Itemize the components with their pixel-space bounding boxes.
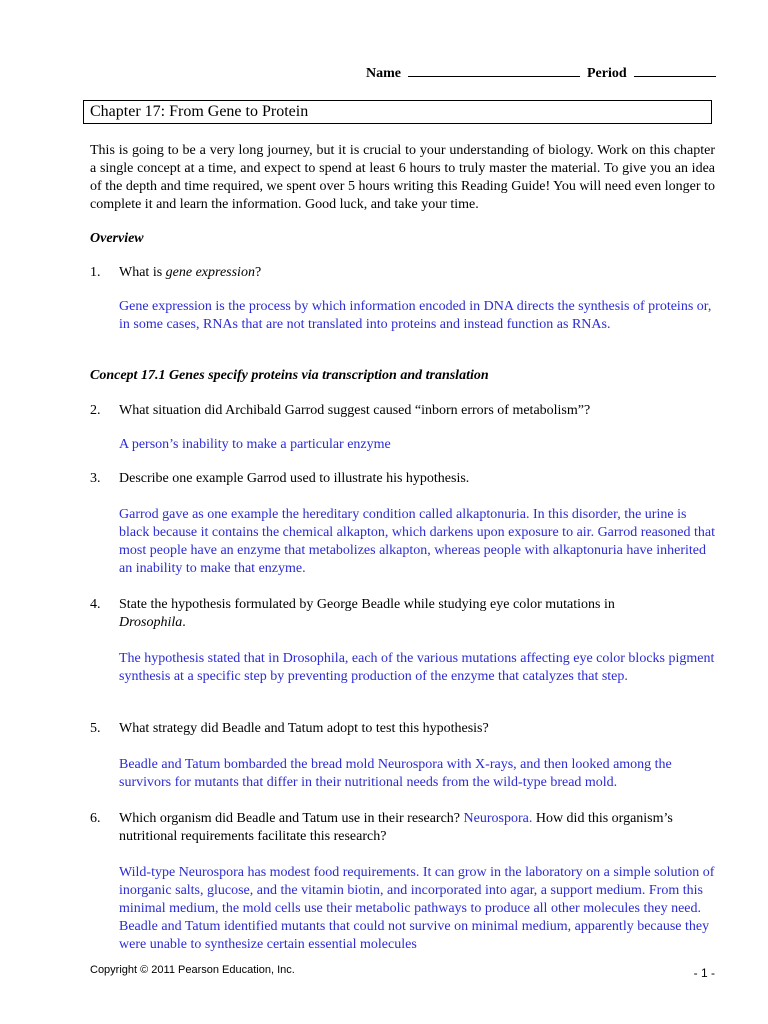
concept-heading: Concept 17.1 Genes specify proteins via transcription and translation: [90, 368, 489, 383]
question-text: What is: [119, 265, 166, 280]
chapter-title-box: [83, 100, 712, 124]
question-suffix: .: [182, 615, 186, 630]
question-5: [90, 720, 720, 738]
period-blank: [634, 64, 716, 77]
question-text: Which organism did Beadle and Tatum use in their research?: [119, 811, 461, 826]
question-suffix: ?: [254, 265, 262, 280]
question-number: 1.: [90, 265, 101, 280]
question-number: 3.: [90, 471, 101, 486]
copyright: Copyright © 2011 Pearson Education, Inc.: [90, 964, 295, 976]
period-label: Period: [587, 66, 627, 81]
question-2: [90, 402, 720, 420]
overview-heading: Overview: [90, 231, 144, 246]
answer-3: Garrod gave as one example the hereditary condition called alkaptonuria. In this disorder, the urine is black because it contains the chemical alkapton, which darkens upon exposure to air. Garrod reasoned that most people have an enzyme that metabolizes alkapton, whereas people with alkaptonuria have inherited an inability to make that enzyme.: [119, 507, 715, 576]
question-text: State the hypothesis formulated by George Beadle while studying eye color mutations in: [119, 597, 615, 612]
name-blank: [408, 64, 580, 77]
intro-paragraph: This is going to be a very long journey, but it is crucial to your understanding of biology. Work on this chapter a single concept at a time, and expect to spend at least 6 hours to truly master the material. To give you an idea of the depth and time required, we spent over 5 hours writing this Reading Guide! You will need even longer to complete it and learn the information. Good luck, and take your time.: [90, 143, 715, 212]
name-period-line: [366, 64, 716, 82]
question-number: 5.: [90, 721, 101, 736]
question-number: 4.: [90, 597, 101, 612]
question-term: Drosophila: [119, 615, 183, 630]
answer-2: A person’s inability to make a particular enzyme: [119, 437, 391, 452]
question-text: Describe one example Garrod used to illustrate his hypothesis.: [119, 471, 470, 486]
question-text-continued: How did this organism’s nutritional requirements facilitate this research?: [119, 811, 673, 844]
question-text: What situation did Archibald Garrod suggest caused “inborn errors of metabolism”?: [119, 403, 591, 418]
page-number: - 1 -: [693, 966, 715, 980]
answer-1: Gene expression is the process by which information encoded in DNA directs the synthesis of proteins or, in some cases, RNAs that are not translated into proteins and instead function as RNAs.: [119, 299, 712, 332]
question-6: [90, 810, 720, 846]
question-number: 6.: [90, 811, 101, 826]
chapter-title: Chapter 17: From Gene to Protein: [90, 103, 309, 120]
answer-5: Beadle and Tatum bombarded the bread mold Neurospora with X-rays, and then looked among the survivors for mutants that differ in their nutritional needs from the wild-type bread mold.: [119, 757, 672, 790]
question-3: [90, 470, 720, 488]
question-1: [90, 264, 720, 282]
question-term: gene expression: [165, 265, 255, 280]
inline-answer: Neurospora.: [463, 811, 533, 826]
name-label: Name: [366, 66, 401, 81]
answer-6: Wild-type Neurospora has modest food requirements. It can grow in the laboratory on a simple solution of inorganic salts, glucose, and the vitamin biotin, and incorporated into agar, a support medium. From this minimal medium, the mold cells use their metabolic pathways to produce all other molecules they need. Beadle and Tatum identified mutants that could not survive on minimal medium, apparently because they were unable to synthesize certain essential molecules: [119, 865, 715, 952]
answer-4: The hypothesis stated that in Drosophila, each of the various mutations affecting eye color blocks pigment synthesis at a specific step by preventing production of the enzyme that catalyzes that step.: [119, 651, 715, 684]
question-text: What strategy did Beadle and Tatum adopt to test this hypothesis?: [119, 721, 489, 736]
question-number: 2.: [90, 403, 101, 418]
question-4: [90, 596, 720, 632]
